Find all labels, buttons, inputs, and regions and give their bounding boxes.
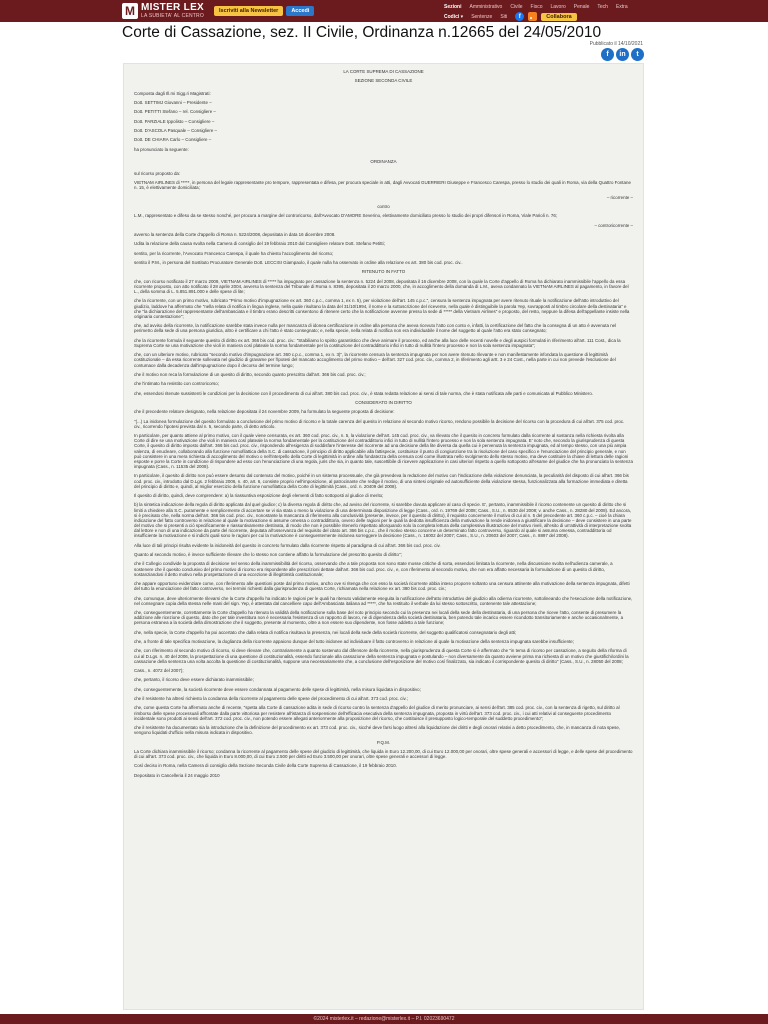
document-paragraph: ha pronunciato la seguente: [134, 146, 189, 152]
document-paragraph: contro [377, 204, 390, 210]
document-paragraph: CONSIDERATO IN DIRITTO [355, 399, 412, 405]
top-bar [0, 0, 768, 22]
document-paragraph: Udita la relazione della causa svolta nella Camera di consiglio del 19 febbraio 2010 dal Consigliere relatore Dott. Stefano Petitti; [134, 241, 385, 247]
document-paragraph: Quanto al secondo motivo, è invece sufficiente rilevare che lo stesso non contiene affatto la formulazione del prescritto quesito di diritto"; [134, 552, 402, 558]
document-paragraph: che, pertanto, il ricorso deve essere dichiarato inammissibile; [134, 677, 254, 683]
facebook-icon[interactable]: f [515, 12, 524, 21]
logo-mark: M [122, 3, 138, 19]
document-paragraph: che il Collegio condivide la proposta di decisione nel senso della inammissibilità del ricorso, osservando che a tale proposta non sono state mosse critiche di sorta, essendosi limitata la ricorrente, nella discussione svolta nell'udienza camerale, a sostenere che il quesito conclusivo del primo motivo di ricorso era rispondente alle prescrizioni dettate dall'art. 366 bis cod. proc. civ., e, con riferimento al secondo motivo, che non era affatto necessaria la formulazione di un quesito di diritto, sostanziandosi il detto motivo nella prospettazione di una eccezione di illegittimità costituzionale; [134, 561, 613, 577]
document-paragraph: LA CORTE SUPREMA DI CASSAZIONE [343, 69, 424, 74]
nav-item-penale[interactable]: Penale [573, 3, 590, 10]
document-body [123, 63, 644, 1010]
nav-item-lavoro[interactable]: Lavoro [550, 3, 566, 10]
top-nav [444, 2, 674, 21]
collabora-button[interactable]: Collabora [541, 13, 576, 21]
document-paragraph: che, nella specie, la Corte d'appello ha poi accertato che dalla relata di notifica risultava la presenza, nei locali della sede della società ricorrente, del soggetto qualificatosi consegnatario degli atti; [134, 629, 517, 635]
document-paragraph: che appare opportuno evidenziare come, con riferimento alle questioni poste dal primo motivo, ancho ove si ritenga che con esso la società ricorrente abbia inteso proporre soltanto una censura attinente alla motivazione della sentenza impugnata, difetti del tutto la enunciazione del fatto controverso, nei termini richiesti dalla giurisprudenza di questa Corte, richiamata nella relazione ex art. 380 bis cod. proc. civ.; [134, 581, 630, 592]
document-paragraph: che, essendosi ritenute sussistenti le condizioni per la decisione con il procedimento di cui all'art. 380 bis cod. proc. civ., è stata redatta relazione ai sensi di tale norma, che è stata notificata alle parti e comunicata al Pubblico Ministero. [134, 390, 594, 396]
document-paragraph: VIETNAM AIRLINES di *****, in persona del legale rappresentante pro tempore, rappresentata e difesa, per procura speciale in atti, dagli Avvocati GUERRIERI Giuseppe e Francesco Carespa, presso lo studio dei quali in Roma, via della Quattro Fontane n. 15, è elettivamente domiciliata; [134, 180, 631, 191]
document-paragraph: ORDINANZA [370, 158, 397, 164]
document-paragraph: che il precedente relatore designato, nella relazione depositata il 24 novembre 2009, ha formulato la seguente proposta di decisione: [134, 409, 395, 415]
document-paragraph: che il motivo non reca la formulazione di un quesito di diritto, secondo quanto prescritto dall'art. 366 bis cod. proc. civ.; [134, 371, 366, 377]
footer: ©2024 misterlex.it – redazione@misterlex.it – P.I. 02023690472 [0, 1014, 768, 1024]
logo-tagline: LA SUBIETA' AL CENTRO [141, 13, 204, 19]
document-paragraph: Alla luce di tali principi risulta evidente la inidoneità del quesito in concreto formulato dalla ricorrente rispetto al paradigma di cui all'art. 366 bis cod. proc. civ. [134, 542, 441, 548]
document-paragraph: Dott. PETITTI Stefano – rel. Consigliere – [134, 109, 216, 115]
site-logo[interactable] [122, 0, 204, 22]
page-title: Corte di Cassazione, sez. II Civile, Ordinanza n.12665 del 24/05/2010 [122, 24, 602, 41]
document-paragraph: che l'intimato ha resistito con controricorso; [134, 381, 219, 387]
share-buttons [601, 48, 644, 61]
document-paragraph: sentito il P.M., in persona del Sostituto Procuratore Generale Dott. LECCISI Giampaolo, il quale nulla ha osservato in ordine alla relazione ex art. 380 bis cod. proc. civ.. [134, 260, 463, 266]
document-paragraph: b) la sintetica indicazione della regola di diritto applicata dal quel giudice; c) la diversa regola di diritto che, ad avviso del ricorrente, si sarebbe dovuta applicare al caso di specie. E', pertanto, inammissibile il ricorso contenente un quesito di diritto che si limiti a chiedere alla S.C. puramente e semplicemente di accertare se vi sia stata o meno la violazione di una determinata disposizione di legge (Cass., ord. n. 19769 del 2008; Cass., S.U., n. 6530 del 2008; v. anche Cass., n. 28280 del 2008). Ed ancora, si è precisato che, nella norma dell'art. 366 bis cod. proc. civ., nonostante la mancanza di riferimento alla conclusività (presente, invece, per il quesito di diritto), il requisito concernente il motivo di cui al n. 5 del precedente art. 360 c.p.c. – cioè la chiara indicazione del fatto controverso in relazione al quale la motivazione si assume omessa o contraddittoria, ovvero delle ragioni per le quali la dedotta insufficienza della motivazione la rende inidonea a giustificare la decisione – deve consistere in una parte del motivo che si presenti a ciò specificamente e riassuntivamente destinata, di modo che non è possibile ritenerlo rispettato allorquando solo la completa lettura della complessiva illustrazione del motivo riveli, all'esito di un'attività di interpretazione svolta dal lettore e non di una indicazione da parte del ricorrente, deputata all'osservanza del requisito del citato art. 366 bis c.p.c., che il motivo stesso concerne un determinato fatto controverso, riguardo al quale si assuma omessa, contraddittoria od insufficiente la motivazione e si indichi quali sono le ragioni per cui la motivazione è conseguentemente inidonea sorreggere la decisione (Cass., n. 16002 del 2007; Cass., S.U., n. 20603 del 2007; Cass., n. 8897 del 2008). [134, 502, 632, 539]
publish-date: Pubblicato il 14/10/2021 [589, 41, 643, 47]
document-paragraph: Dott. D'ASCOLA Pasquale – Consigliere – [134, 127, 217, 133]
document-paragraph: avverso la sentenza della Corte d'appello di Roma n. 5224/2008, depositata in data 16 dicembre 2008. [134, 232, 336, 238]
document-paragraph: Cass., n. 4072 del 2007); [134, 668, 184, 674]
document-paragraph: che il resistente ha documentato sia la introduzione che la definizione del procedimento ex art. 373 cod. proc. civ., sicché deve farsi luogo altresì alla liquidazione dei diritti e degli onorari relativi a detto procedimento, che, in mancanza di nota spese, vengono liquidati d'ufficio nella misura indicata in dispositivo. [134, 725, 621, 736]
document-paragraph: Il quesito di diritto, quindi, deve comprendere: a) la riassuntiva esposizione degli elementi di fatto sottoposti al giudice di merito; [134, 493, 384, 499]
linkedin-icon[interactable]: in [616, 48, 629, 61]
facebook-icon[interactable]: f [601, 48, 614, 61]
document-paragraph: Composta dagli Ill.mi Sigg.ri Magistrati: [134, 90, 211, 96]
twitter-icon[interactable]: t [631, 48, 644, 61]
document-paragraph: – controricorrente – [594, 222, 633, 228]
document-paragraph: che, come questa Corte ha affermato anche di recente, "spetta alla Corte di cassazione adita in sede di ricorso contro la sentenza d'appello del giudice di merito pronunciare, ai sensi dell'art. 385 cod. proc. civ., con la sentenza di rigetto, sul diritto al rimborso delle spese processuali affrontate dalla parte vittoriosa per resistere all'istanza di sospensione dell'efficacia esecutiva della sentenza impugnata, proposta in virtù dell'art. 373 cod. proc. civ., i cui atti relativi al conseguente procedimento incidentale sono prodotti ai sensi dell'art. 372 cod. proc. civ., non potendo essere allegati anteriormente alla proposizione del ricorso, che costituisce il presupposto logico-temporale del suddetto procedimento"; [134, 705, 620, 721]
logo-name: MISTER LEX [141, 2, 205, 13]
nav-codici[interactable]: Codici ▾ [444, 13, 464, 20]
login-button[interactable]: Accedi [286, 6, 314, 16]
nav-siti[interactable]: Siti [500, 13, 508, 20]
document-paragraph: che, a fronte di tale specifica motivazione, la doglianza della ricorrente appaiono dunque del tutto inidonee ad individuare il fatto controverso in relazione al quale la motivazione della sentenza impugnata sarebbe insufficiente; [134, 639, 575, 645]
document-paragraph: In particolare, per quanto attiene al primo motivo, con il quale viene censurata, ex art. 360 cod. proc. civ., n. 5, la violazione dell'art. 145 cod. proc. civ., va rilevato che il quesito in concreto formulato dalla ricorrente al sostanza nella richiesta rivolta alla Corte di dire se una motivazione che violi in maniera così plateale la norma fondamentale per la costituzione del contraddittorio infici in tutto di nullità l'intero processo e non la sola sentenza impugnata. E' noto che, secondo la giurisprudenza di questa Corte, il quesito di diritto imposto dall'art. 366 bis cod. proc. civ., rispondendo all'esigenza di soddisfare l'interesse del ricorrente ad una decisione della lite diversa da quella cui è pervenuta la sentenza impugnata, ed al tempo stesso, con una più ampia valenza, di enucleare, collaborando alla funzione nomofilattica della S.C. di cassazione, il principio di diritto applicabile alla fattispecie, costituisce il punto di congiunzione tra la risoluzione del caso specifico e l'enunciazione del principio generale, e non può consistere in una mera richiesta di accoglimento del motivo o nell'interpello della Corte di legittimità in ordine alla fondatezza della censura così come illustrata nello svolgimento dello stesso motivo, ma deve costituire la chiave di lettura delle ragioni esposte e porre la Corte in condizione di rispondere ad esso con l'enunciazione di una regola, juris che sia, in quanto tale, suscettibile di ricevere applicazione in casi ulteriori rispetto a quello sottoposto all'esame del giudice che ha pronunciato la sentenza impugnata (Cass., n. 11535 del 2008). [134, 433, 633, 470]
nav-item-amministrativo[interactable]: Amministrativo [469, 3, 503, 10]
nav-item-fisco[interactable]: Fisco [530, 3, 543, 10]
document-paragraph: che, ad avviso della ricorrente, la notificazione sarebbe stata invece nulla per mancanza di idonea certificazione in ordine alla persona che aveva ricevuto l'atto con conto e, infatti, la certificazione del fatto che la consegna di un atto è avvenuta nel perimetro della sede di una persona giuridica, altro è certificare a chi l'atto è stato consegnato; e, nella specie, nella relata di notifica non era individuabile il nome del soggetto al quale l'atto era stato consegnato; [134, 323, 617, 334]
document-paragraph: che il resistente ha altresì richiesto la condanna della ricorrente al pagamento delle spese del procedimento di cui all'art. 373 cod. proc. civ.; [134, 696, 408, 702]
top-nav-secondary [444, 12, 674, 21]
document-paragraph: La Corte dichiara inammissibile il ricorso; condanna la ricorrente al pagamento delle spese del giudizio di legittimità, che liquida in Euro 12.200,00, di cui Euro 12.000,00 per onorari, oltre spese generali e accessori di legge, e delle spese del procedimento di cui all'art. 373 cod. proc. civ., che liquida in Euro 8.000,00, di cui Euro 2.500 per diritti ed Euro 3.500,00 per onorari, oltre spese generali e accessori di legge. [134, 748, 633, 760]
logo-text [141, 3, 204, 19]
document-paragraph: che la ricorrente formula il seguente quesito di diritto ex art. 366 bis cod. proc. civ.: "Stabiliamo lo spirito garantistico che deve animare il processo, ed anche alla luce delle recenti novelle e degli auspici formulati in riferimento all'art. 111 Cost., dica la Suprema Corte se una motivazione che violi in maniera così plateale la norma fondamentale per la costituzione del contraddittorio infici in tutto di nullità l'intero processo e non la sola sentenza impugnata"; [134, 337, 621, 348]
document-paragraph: sentito, per la ricorrente, l'Avvocato Francesco Carespa, il quale ha chiesto l'accoglimento del ricorso; [134, 250, 334, 256]
document-paragraph: sul ricorso proposto da: [134, 170, 181, 176]
document-paragraph: che la ricorrente, con un primo motivo, rubricato "Primo motivo d'impugnazione ex art. 360 c.p.c., comma 1, ex n. 5), per violazione dell'art. 145 c.p.c.", censura la sentenza impugnata per avere ritenuto rituale la notificazione dell'atto introduttivo del giudizio, laddove ha affermato che "nella relata di notifica in lingua inglese, nella quale risultano la data del 31/10/1994, il nome e la sottoscrizione del ricevente, nella quale è distinguibile la parola Yep, sovrapposti al timbro circolare della destinataria" e che "la dichiarazione del rappresentante dell'ambasciata e il timbro erano descritti consentono di ritenere certo che la notificazione avvenne presso la sede di ***** della Vietnam Airlines" e proposto, del resto, neppure la difesa dell'appellante insiste nella originaria contestazione"; [134, 298, 630, 319]
document-paragraph: che, conseguentemente, la società ricorrente deve essere condannata al pagamento delle spese di legittimità, nella misura liquidata in dispositivo; [134, 686, 421, 692]
rss-icon[interactable] [528, 12, 537, 21]
document-paragraph: P.Q.M. [376, 739, 391, 745]
document-paragraph: Dott. SETTIMJ Giovanni – Presidente – [134, 99, 212, 105]
document-paragraph: – ricorrente – [606, 194, 633, 200]
document-paragraph: RITENUTO IN FATTO [361, 269, 406, 275]
document-paragraph: Così deciso in Roma, nella Camera di consiglio della Sezione Seconda Civile della Corte Suprema di Cassazione, il 19 febbraio 2010. [134, 763, 397, 769]
document-paragraph: L.M., rappresentato e difeso da se stesso nonché, per procura a margine del controricorso, dall'Avvocato D'AMORE Severino, elettivamente domiciliato presso lo studio dei propri difensori in Roma, Viale Parioli n. 76; [134, 213, 558, 219]
document-paragraph: Depositato in Cancelleria il 24 maggio 2010 [134, 772, 220, 778]
newsletter-button[interactable]: Iscriviti alla Newsletter [214, 6, 283, 16]
document-paragraph: che, con riferimento al secondo motivo di ricorso, si deve rilevare che, contrariamente a quanto sostenuto dal difensore della ricorrente, nella giurisprudenza di questa Corte si è affermato che "in tema di ricorso per cassazione, a seguito della riforma di cui al D.Lgs. n. 40 del 2006, la prospettazione di una questione di costituzionalità, essendo funzionale alla cassazione della sentenza impugnata e postulando – non diversamente da quanto avviene prima ma richiesta di un motivo che giustifichi/ordini la cassazione della sentenza una volta accolta la questione di costituzionalità, suppone una necessariamente che, a conclusione dell'esposizione del motivo così finalizzato, sia indicato il corrispondente quesito di diritto" (Cass., S.U., n. 28050 del 2008; [134, 648, 629, 664]
document-paragraph: Dott. PARZIALE Ippolisto – Consigliere – [134, 118, 215, 124]
document-paragraph: SEZIONE SECONDA CIVILE [354, 78, 413, 84]
document-paragraph: In particolare, il quesito di diritto non può essere desunto dal contenuto del motivo, poiché in un sistema processuale, che già prevedeva la redazione del motivo con l'indicazione della violazione denunciata, la peculiarità del disposto di cui all'art. 366 bis cod. proc. civ., introdotto dal D.Lgs. 2 febbraio 2006, n. 40, art. 6, consiste proprio nell'imposizione, al patrocinante che redige il motivo, di una sintesi originale ed autosufficiente della violazione stessa, funzionalizzata alla formazione immediata e diretta del principio di diritto e, quindi, al miglior esercizio della funzione nomofilattica della Corte di legittimità (Cass., ord. n. 20409 del 2008). [134, 473, 629, 489]
document-paragraph: che, con un ulteriore motivo, rubricato "secondo motivo d'impugnazione art. 360 c.p.c., comma 1, ex n. 3)", la ricorrente censura la sentenza impugnata per non avere ritenuto rilevante e non manifestamente infondata la questione di legittimità costituzionale – da essa ricorrente sollevata nel giudizio di gravame per l'ipotesi del mancato accoglimento del primo motivo – dell'art. 327 cod. proc. civ., comma 2, in riferimento agli artt. 3 e 24 Cost., nella parte in cui non prevede l'esclusione del contumace dalla decadenza dall'impugnazione dopo il decorso del termine lungo; [134, 352, 616, 368]
document-paragraph: che, comunque, deve ulteriormente rilevarsi che la Corte d'appello ha indicato le ragioni per le quali ha ritenuto validamente eseguita la notificazione dell'atto introduttivo del giudizio alla odierna ricorrente, sottolineando che l'esecuzione della notificazione, nel consegnare copia della stessa nelle mani del sign. Yep, è attestata dal cancelliere capo dell'Ambasciata italiana ad *****, che ha restituito il verbale da lui stesso sottoscritto, contenente tale attestazione; [134, 595, 633, 606]
document-paragraph: che, con ricorso notificato il 27 marzo 2009, VIETNAM AIRLINES di ***** ha impugnato per cassazione la sentenza n. 5224 del 2008, depositata il 16 dicembre 2008, con la quale la Corte d'appello di Roma ha dichiarato inammissibile l'appello da essa ricorrente proposto, con atto notificato il 28 aprile 2004, avverso la sentenza del Tribunale di Roma n. 8395, depositata il 20 marzo 2000, che, in accoglimento della domanda di L.M., aveva condannato la VIETNAM AIRLINES al pagamento, in favore del L., della somma di L. 5.851.891.000 e delle spese di lite; [134, 278, 629, 295]
top-nav-primary [444, 2, 674, 11]
nav-item-sezioni[interactable]: Sezioni [444, 3, 462, 10]
nav-sentenze[interactable]: Sentenze [471, 13, 493, 20]
document-paragraph: "(...) La inidonea formulazione del quesito formulato a conclusione del primo motivo di ricorso e la totale carenza del quesito in relazione al secondo motivo ricorso, rendono possibile la decisione del ricorso con la procedura di cui all'art. 375 cod. proc. civ., ricorrendo l'ipotesi prevista dal n. 5, secondo parte, di detto articolo. [134, 418, 625, 429]
document-paragraph: che, conseguentemente, correttamente la Corte d'appello ha ritenuto la validità della notificazione sulla base del noto principio secondo cui la presenza nei locali della sede della destinataria, di una persona che riceve l'atto, consente di presumere la addizione alle ricezione di questo, dato che per tale investitura non è necessaria l'esistenza di un rapporto di lavoro, né di dipendenza della società destinataria, ben potendo tale incarico essere ricondotto transitoriamente e anche occasionalmente, a persona estranea a la società della dimostrazione che il soggetto, presente al momento, oltre a non essere suo dipendente, non fosse addetto a tale funzione; [134, 610, 624, 626]
nav-item-civile[interactable]: Civile [510, 3, 523, 10]
nav-item-extra[interactable]: Extra [615, 3, 628, 10]
document-paragraph: Dott. DE CHIARA Carlo – Consigliere – [134, 137, 212, 143]
nav-item-tech[interactable]: Tech [597, 3, 608, 10]
